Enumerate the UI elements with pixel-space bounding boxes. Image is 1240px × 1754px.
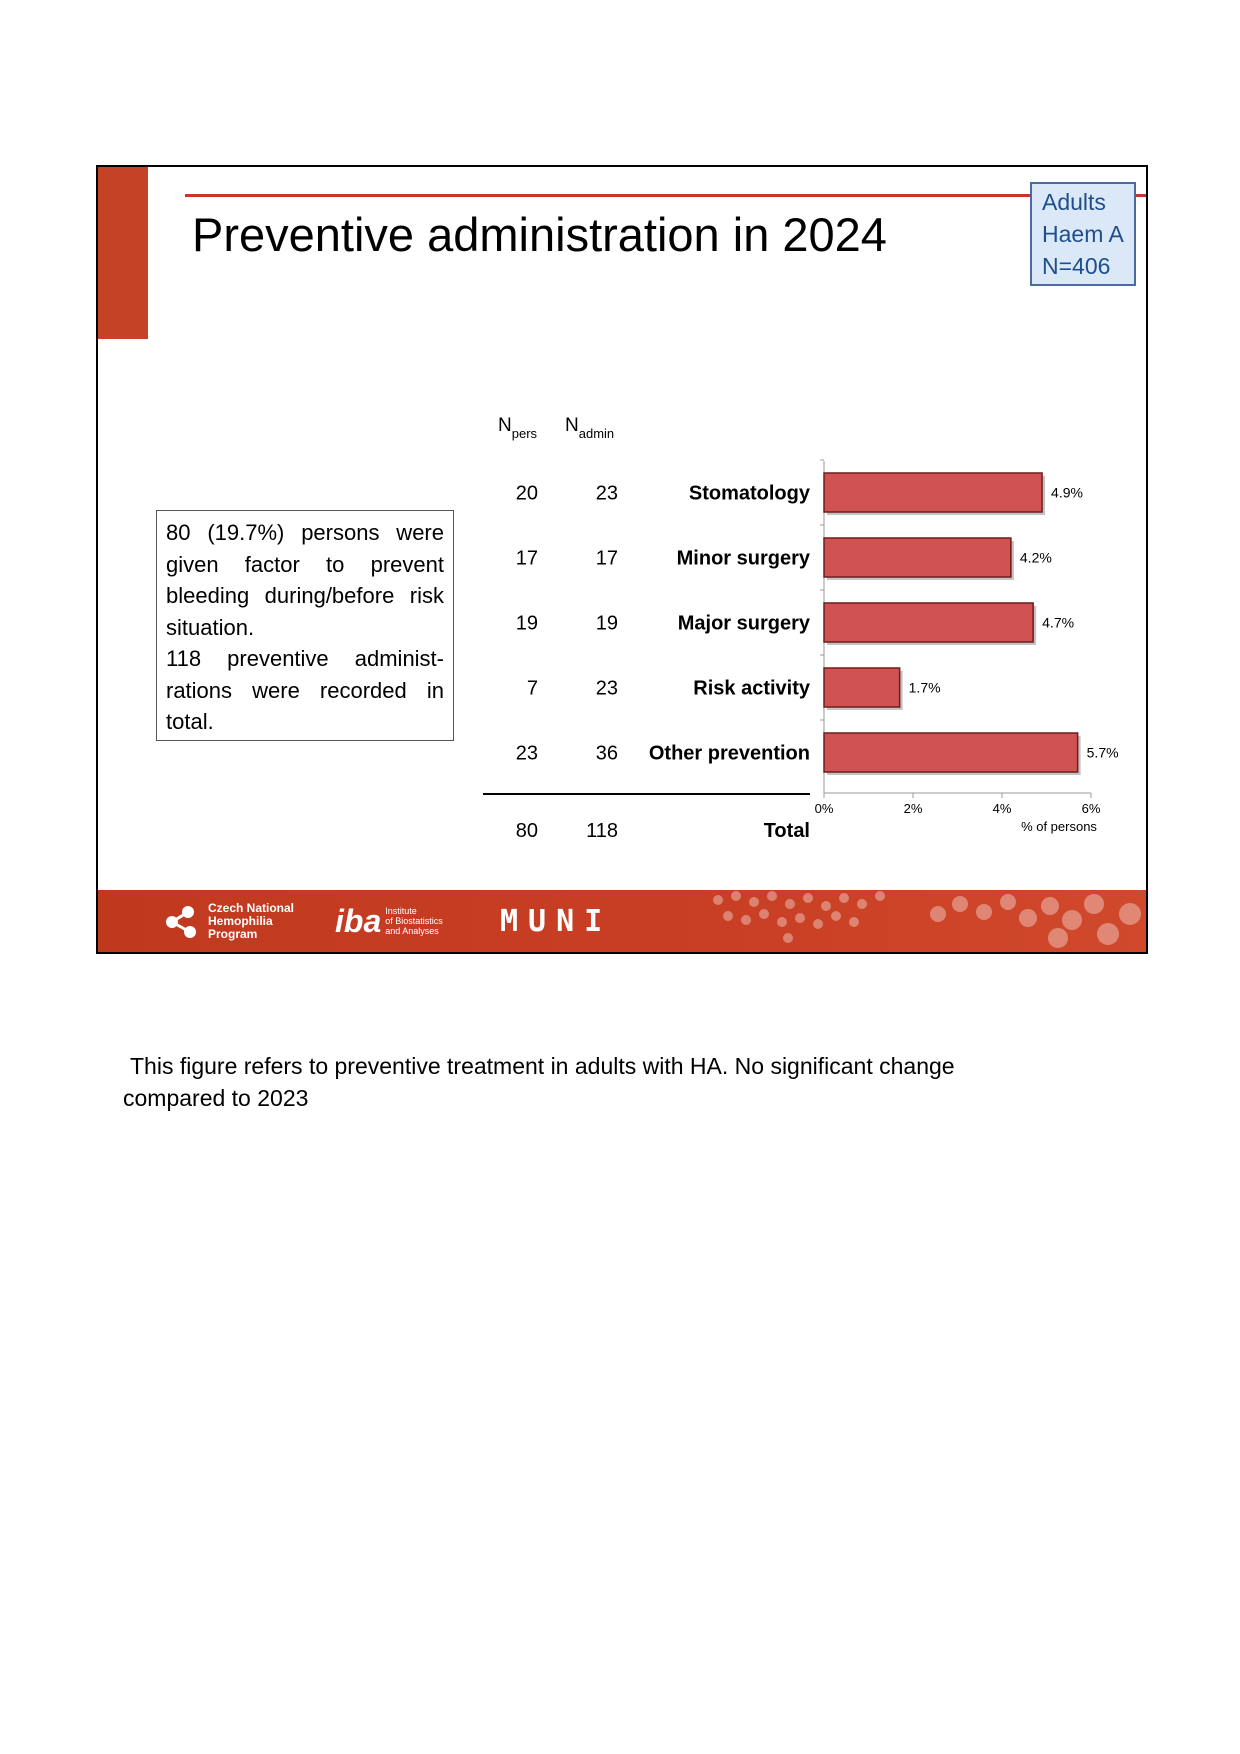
bar-value-label: 1.7% [908, 679, 941, 696]
nadmin-header: $N_{admin}$ [565, 415, 615, 441]
npers-cell: 7 [526, 677, 538, 700]
bar [824, 668, 900, 707]
caption-line-1: This figure refers to preventive treatment in adults with HA. No significant change [130, 1053, 955, 1079]
bar-value-label: 5.7% [1086, 744, 1119, 761]
bar-value-label: 4.9% [1051, 484, 1083, 501]
bar-chart [98, 167, 1148, 890]
total-label: Total [763, 820, 810, 842]
info-line-disease: Haem A [1042, 221, 1124, 247]
bar [824, 538, 1011, 577]
x-tick-label: 4% [992, 801, 1012, 816]
x-tick-label: 0% [814, 801, 834, 816]
iba-mark: iba [335, 903, 382, 939]
npers-cell: 19 [515, 612, 538, 635]
decorative-dots-icon [698, 890, 1148, 954]
footer-bar [98, 890, 1148, 954]
slide-title: Preventive administration in 2024 [192, 208, 887, 261]
npers-cell: 23 [515, 742, 538, 765]
muni-logo: MUNI [500, 904, 613, 939]
bar [824, 603, 1033, 642]
x-tick-label: 2% [903, 801, 923, 816]
bar [824, 473, 1042, 512]
iba-line-3: and Analyses [385, 926, 439, 936]
npers-cell: 20 [515, 482, 538, 505]
info-line-group: Adults [1042, 189, 1106, 215]
category-label: Major surgery [677, 612, 810, 635]
nadmin-cell: 23 [595, 677, 618, 700]
cnhp-line-2: Hemophilia [208, 914, 273, 928]
caption-line-2: compared to 2023 [123, 1085, 309, 1111]
category-label: Risk activity [693, 677, 810, 700]
bar [824, 733, 1078, 772]
bar-value-label: 4.7% [1042, 614, 1075, 631]
bar-value-label: 4.2% [1019, 549, 1052, 566]
x-axis-title: % of persons [1021, 819, 1097, 834]
cnhp-logo [164, 902, 294, 941]
slide [96, 165, 1148, 954]
info-line-count: N=406 [1042, 253, 1111, 279]
iba-line-1: Institute [385, 906, 417, 916]
npers-header: $N_{pers}$ [498, 415, 538, 441]
cnhp-line-1: Czech National [208, 901, 295, 915]
nadmin-cell: 17 [595, 547, 618, 570]
figure-caption [123, 1050, 1030, 1114]
cnhp-line-3: Program [208, 927, 258, 941]
npers-cell: 17 [515, 547, 538, 570]
nadmin-cell: 23 [595, 482, 618, 505]
category-label: Other prevention [648, 742, 810, 765]
category-label: Minor surgery [676, 547, 810, 570]
summary-administrations: 118 preventive administ- rations were recorded in total. [166, 646, 444, 734]
iba-line-2: of Biostatistics [385, 916, 443, 926]
nadmin-cell: 19 [595, 612, 618, 635]
x-tick-label: 6% [1081, 801, 1101, 816]
category-label: Stomatology [688, 482, 810, 505]
total-pers: 80 [515, 820, 538, 842]
summary-persons: 80 (19.7%) persons were given factor to prevent bleeding during/before risk situation. [166, 520, 444, 640]
total-admin: 118 [586, 820, 618, 842]
nadmin-cell: 36 [595, 742, 618, 765]
iba-logo [335, 898, 443, 944]
molecule-icon [164, 904, 204, 940]
